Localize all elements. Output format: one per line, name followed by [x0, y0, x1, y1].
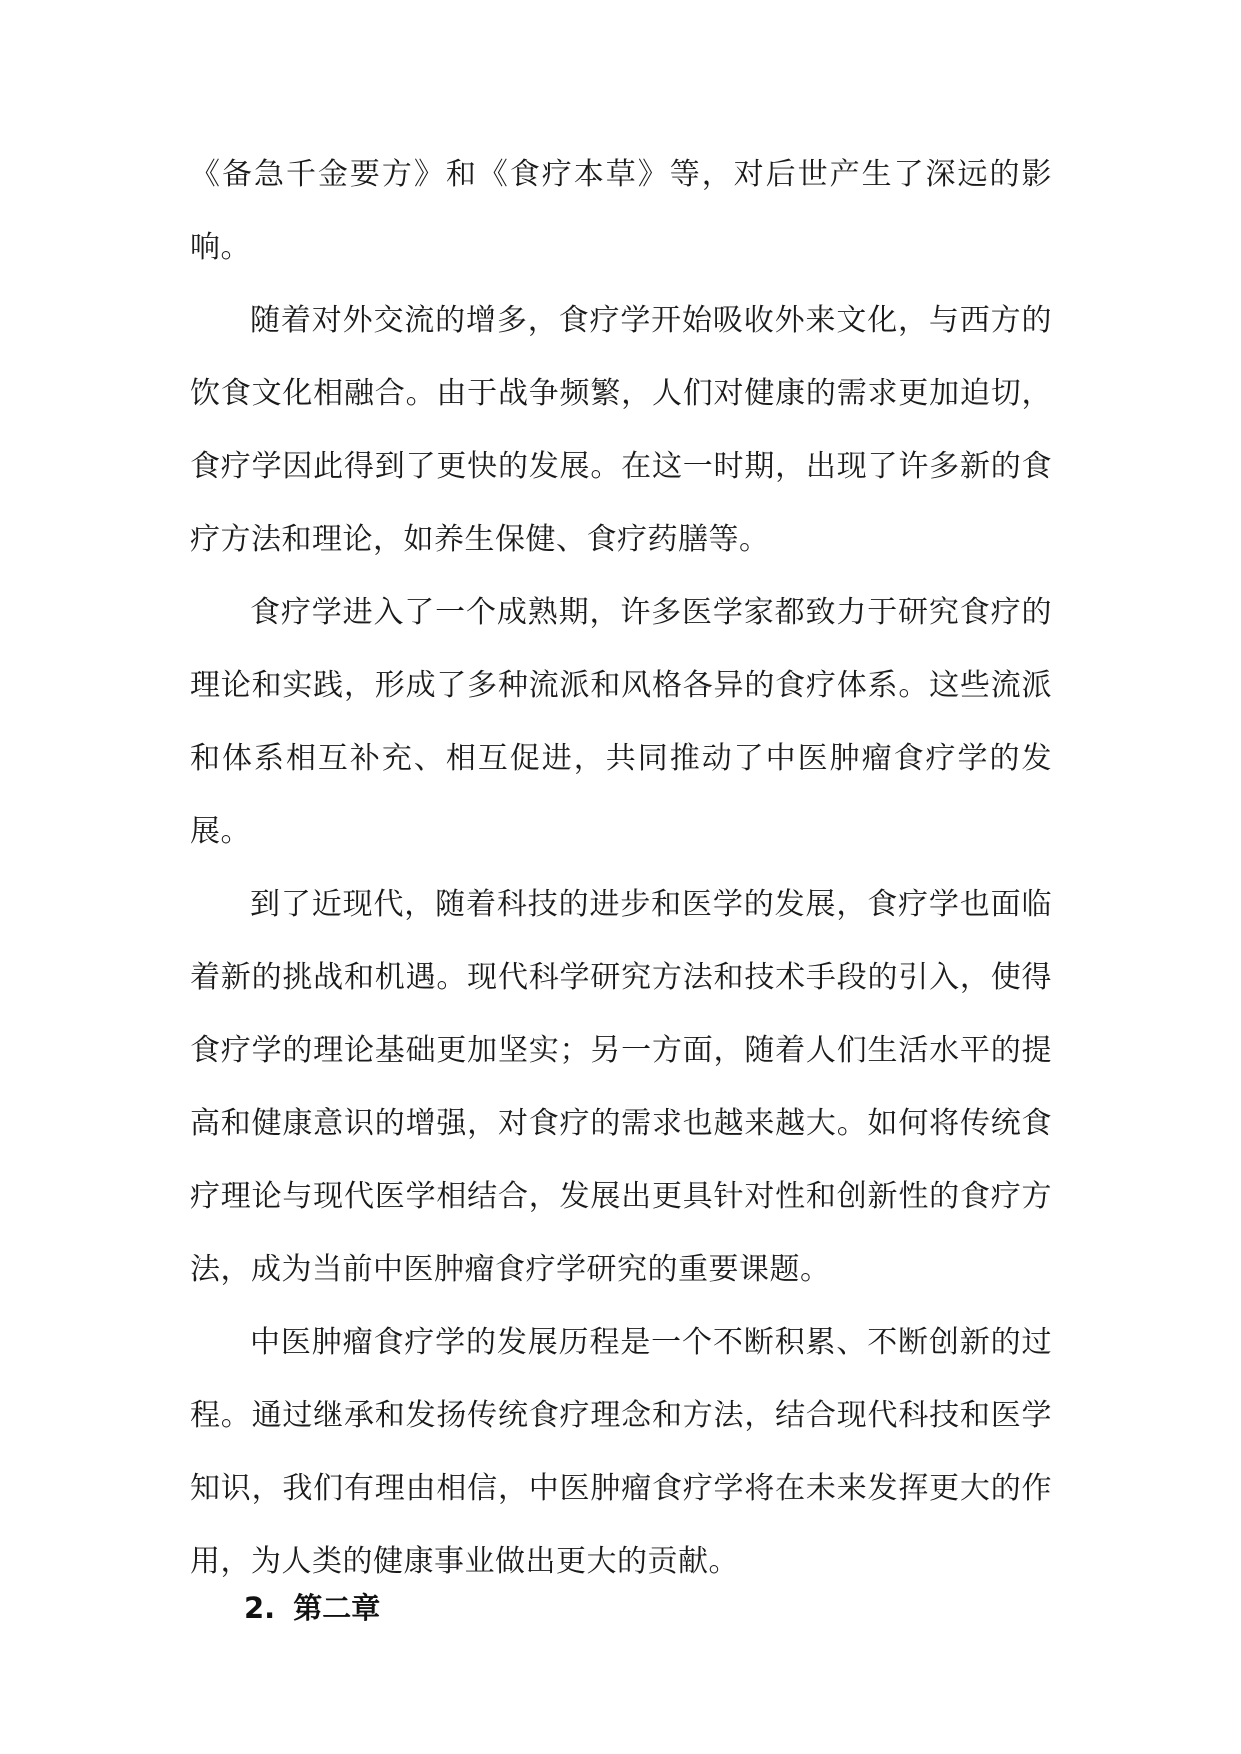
- document-body: [190, 138, 1052, 1598]
- paragraph-maturity-period: 食疗学进入了一个成熟期，许多医学家都致力于研究食疗的理论和实践，形成了多种流派和风格各异的食疗体系。这些流派和体系相互补充、相互促进，共同推动了中医肿瘤食疗学的发展。: [190, 595, 1052, 849]
- paragraph-conclusion: 中医肿瘤食疗学的发展历程是一个不断积累、不断创新的过程。通过继承和发扬传统食疗理念和方法，结合现代科技和医学知识，我们有理由相信，中医肿瘤食疗学将在未来发挥更大的作用，为人类的健康事业做出更大的贡献。: [190, 1325, 1052, 1579]
- paragraph-modern-era: 到了近现代，随着科技的进步和医学的发展，食疗学也面临着新的挑战和机遇。现代科学研究方法和技术手段的引入，使得食疗学的理论基础更加坚实；另一方面，随着人们生活水平的提高和健康意识的增强，对食疗的需求也越来越大。如何将传统食疗理论与现代医学相结合，发展出更具针对性和创新性的食疗方法，成为当前中医肿瘤食疗学研究的重要课题。: [190, 887, 1052, 1287]
- chapter-title: 第二章: [293, 1591, 381, 1625]
- chapter-heading: [244, 1588, 380, 1628]
- paragraph-continuation: 《备急千金要方》和《食疗本草》等，对后世产生了深远的影响。: [190, 157, 1052, 265]
- paragraph-external-exchange: 随着对外交流的增多，食疗学开始吸收外来文化，与西方的饮食文化相融合。由于战争频繁，人们对健康的需求更加迫切，食疗学因此得到了更快的发展。在这一时期，出现了许多新的食疗方法和理论，如养生保健、食疗药膳等。: [190, 303, 1052, 557]
- chapter-number: 2.: [244, 1591, 276, 1625]
